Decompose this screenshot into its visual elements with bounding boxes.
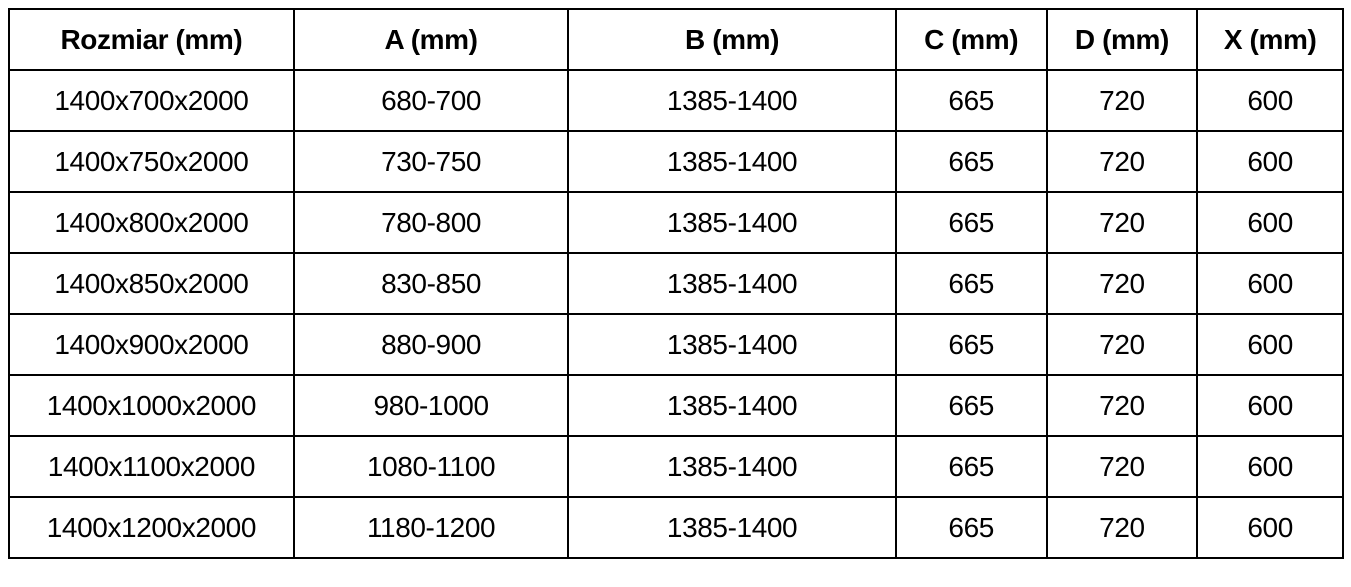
cell-x: 600 <box>1197 70 1343 131</box>
cell-c: 665 <box>896 314 1047 375</box>
cell-a: 830-850 <box>294 253 569 314</box>
cell-rozmiar: 1400x800x2000 <box>9 192 294 253</box>
cell-c: 665 <box>896 497 1047 558</box>
cell-x: 600 <box>1197 253 1343 314</box>
cell-b: 1385-1400 <box>568 70 895 131</box>
cell-x: 600 <box>1197 314 1343 375</box>
cell-rozmiar: 1400x1200x2000 <box>9 497 294 558</box>
cell-x: 600 <box>1197 497 1343 558</box>
table-row <box>9 70 1343 131</box>
cell-c: 665 <box>896 253 1047 314</box>
cell-rozmiar: 1400x700x2000 <box>9 70 294 131</box>
cell-c: 665 <box>896 375 1047 436</box>
column-header-a: A (mm) <box>294 9 569 70</box>
cell-d: 720 <box>1047 192 1198 253</box>
table-row <box>9 253 1343 314</box>
cell-d: 720 <box>1047 131 1198 192</box>
cell-d: 720 <box>1047 436 1198 497</box>
cell-d: 720 <box>1047 497 1198 558</box>
cell-rozmiar: 1400x900x2000 <box>9 314 294 375</box>
table-row <box>9 497 1343 558</box>
cell-d: 720 <box>1047 70 1198 131</box>
column-header-x: X (mm) <box>1197 9 1343 70</box>
cell-a: 980-1000 <box>294 375 569 436</box>
cell-a: 680-700 <box>294 70 569 131</box>
cell-b: 1385-1400 <box>568 436 895 497</box>
cell-b: 1385-1400 <box>568 192 895 253</box>
column-header-c: C (mm) <box>896 9 1047 70</box>
cell-rozmiar: 1400x1100x2000 <box>9 436 294 497</box>
cell-d: 720 <box>1047 253 1198 314</box>
cell-x: 600 <box>1197 375 1343 436</box>
cell-rozmiar: 1400x1000x2000 <box>9 375 294 436</box>
table-row <box>9 131 1343 192</box>
table-row <box>9 192 1343 253</box>
cell-x: 600 <box>1197 436 1343 497</box>
cell-b: 1385-1400 <box>568 253 895 314</box>
cell-x: 600 <box>1197 131 1343 192</box>
cell-b: 1385-1400 <box>568 314 895 375</box>
cell-c: 665 <box>896 436 1047 497</box>
cell-b: 1385-1400 <box>568 131 895 192</box>
cell-a: 730-750 <box>294 131 569 192</box>
table-row <box>9 436 1343 497</box>
cell-b: 1385-1400 <box>568 375 895 436</box>
column-header-b: B (mm) <box>568 9 895 70</box>
cell-rozmiar: 1400x750x2000 <box>9 131 294 192</box>
cell-c: 665 <box>896 192 1047 253</box>
cell-a: 1180-1200 <box>294 497 569 558</box>
cell-rozmiar: 1400x850x2000 <box>9 253 294 314</box>
table-row <box>9 314 1343 375</box>
cell-a: 880-900 <box>294 314 569 375</box>
cell-b: 1385-1400 <box>568 497 895 558</box>
cell-d: 720 <box>1047 375 1198 436</box>
cell-c: 665 <box>896 70 1047 131</box>
table-row <box>9 375 1343 436</box>
column-header-rozmiar: Rozmiar (mm) <box>9 9 294 70</box>
header-row <box>9 9 1343 70</box>
column-header-d: D (mm) <box>1047 9 1198 70</box>
cell-a: 1080-1100 <box>294 436 569 497</box>
cell-c: 665 <box>896 131 1047 192</box>
cell-x: 600 <box>1197 192 1343 253</box>
cell-a: 780-800 <box>294 192 569 253</box>
size-spec-table <box>8 8 1344 559</box>
cell-d: 720 <box>1047 314 1198 375</box>
